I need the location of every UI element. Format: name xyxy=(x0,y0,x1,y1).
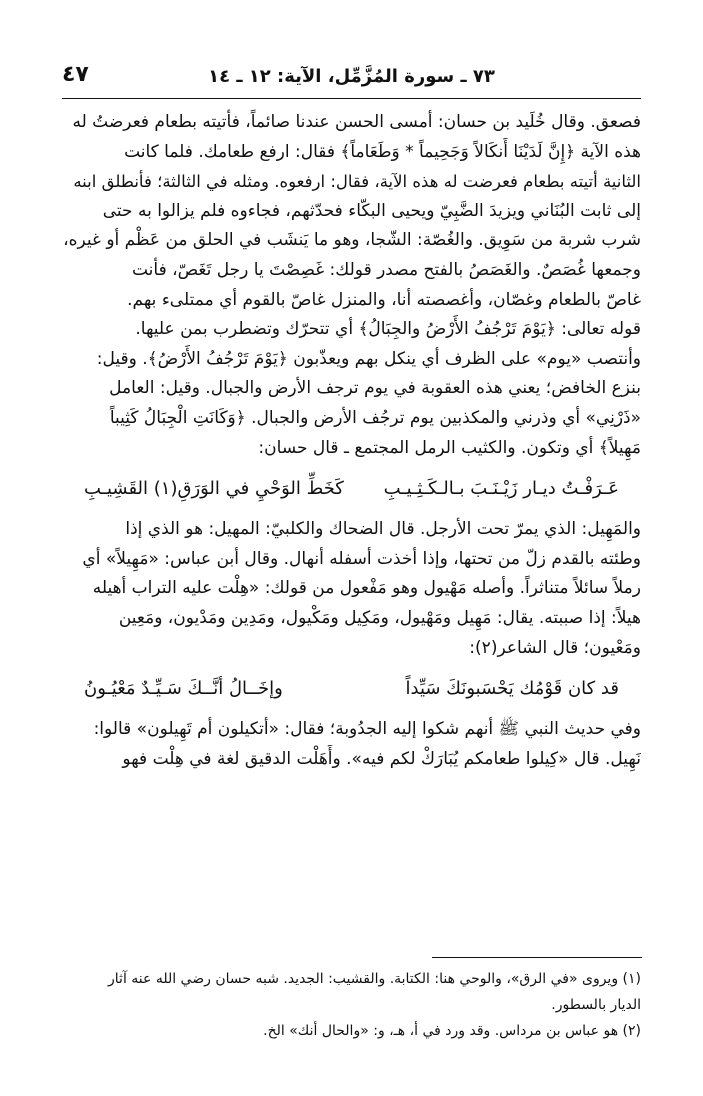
verse-second-hemistich: كَخَطِّ الوَحْيِ في الوَرَقِ(١) القَشِيـبِ xyxy=(84,478,344,500)
footnote-line: (٢) هو عباس بن مرداس. وقد ورد في أ، هـ، و: «والحال أنك» الخ. xyxy=(263,1023,641,1039)
text-line: مَهِيلاً﴾ أي وتكون. والكثيب الرمل المجتمع ـ قال حسان: xyxy=(258,437,641,458)
text-line: قوله تعالى: ﴿يَوْمَ تَرْجُفُ الأَرْضُ والجِبَالُ﴾ أي تتحرّك وتضطرب بمن عليها. xyxy=(135,319,641,340)
page-number: ٤٧ xyxy=(62,62,89,87)
text-line: وأنتصب «يوم» على الظرف أي ينكل بهم ويعذّبون ﴿يَوْمَ تَرْجُفُ الأَرْضُ﴾. وقيل: xyxy=(96,348,641,369)
text-line: نَهِيل. قال «كِيلوا طعامكم يُبَارَكْ لكم فيه». وأَهَلْت الدقيق لغة في هِلْت فهو xyxy=(122,748,641,769)
text-line: غاصّ بالطعام وغصّان، وأغصصته أنا، والمنزل غاصّ بالقوم أي ممتلىء بهم. xyxy=(127,289,641,310)
footnote-line: الديار بالسطور. xyxy=(551,997,641,1013)
main-text xyxy=(62,108,641,774)
footnotes xyxy=(62,966,641,1044)
verse-first-hemistich: قد كان قَوْمُك يَحْسَبونَكَ سَيِّداً xyxy=(405,678,619,700)
text-line: فصعق. وقال خُلَيد بن حسان: أمسى الحسن عندنا صائماً، فأتيته بطعام فعرضتُ له xyxy=(72,112,641,132)
text-line: وجمعها غُصَصٌ. والغَصَصُ بالفتح مصدر قولك: غَصِصْتَ يا رجل تَغَصّ، فأنت xyxy=(131,259,641,280)
poetry-verse xyxy=(84,663,619,715)
text-line: شرب شربة من سَوِيق. والغُصّة: الشّجا، وهو ما يَنشَب في الحلق من عَظْم أو غيره، xyxy=(63,230,641,251)
footnote-line: (١) ويروى «في الرق»، والوحي هنا: الكتابة. والقشيب: الجديد. شبه حسان رضي الله عنه آثار xyxy=(108,971,641,987)
text-line: إلى ثابت البُنَاني ويزيدَ الضَّبِيّ ويحيى البكّاء فحدّثهم، فجاءوه فلم يزالوا به حتى xyxy=(102,200,641,221)
text-line: هذه الآية ﴿إِنَّ لَدَيْنَا أَنكَالاً وَجَحِيماً * وَطَعَاماً﴾ فقال: ارفع طعامك. فلما كانت xyxy=(124,141,641,162)
text-line: رملاً سائلاً متناثراً. وأصله مَهْيول وهو مَفْعول من قولك: «هِلْت عليه التراب أهيله xyxy=(92,578,641,599)
verse-first-hemistich: عَـرَفْـتُ ديـار زَيْـنَـبَ بـالـكَـثِـيـبِ xyxy=(383,478,619,500)
text-line: وطئته بالقدم زلّ من تحتها، وإذا أخذت أسفله أنهال. وقال أبن عباس: «مَهِيلاً» أي xyxy=(82,548,641,569)
text-line: «ذَرْنِي» أي وذرني والمكذبين يوم ترجُف الأرض والجبال. ﴿وَكَانَتِ الْجِبَالُ كَثِيباً xyxy=(109,407,641,428)
text-line: الثانية أتيته بطعام فعرضت له هذه الآية، فقال: ارفعوه. ومثله في الثالثة؛ فأنطلق ابنه xyxy=(73,172,641,192)
text-line: والمَهِيل: الذي يمرّ تحت الأرجل. قال الضحاك والكلبيّ: المهيل: هو الذي إذا xyxy=(125,519,641,540)
page-header xyxy=(62,62,641,99)
verse-second-hemistich: وإخَــالُ أنَّــكَ سَـيِّـدٌ مَعْيُـونُ xyxy=(84,678,283,700)
text-line: وفي حديث النبي ﷺ أنهم شكوا إليه الجدُوبة؛ فقال: «أتكيلون أم تَهِيلون» قالوا: xyxy=(93,719,641,740)
text-line: بنزع الخافض؛ يعني هذه العقوبة في يوم ترجف الأرض والجبال. وقيل: العامل xyxy=(109,378,641,399)
footnote-divider xyxy=(432,957,642,958)
text-line: هيلاً: إذا صببته. يقال: مَهِيل ومَهْيول، ومَكِيل ومَكْيول، ومَدِين ومَدْيون، ومَعِين xyxy=(118,607,641,628)
text-line: ومَعْيون؛ قال الشاعر(٢): xyxy=(469,637,641,658)
poetry-verse xyxy=(84,463,619,515)
running-title: ٧٣ ـ سورة المُزَّمِّل، الآية: ١٢ ـ ١٤ xyxy=(208,66,495,87)
